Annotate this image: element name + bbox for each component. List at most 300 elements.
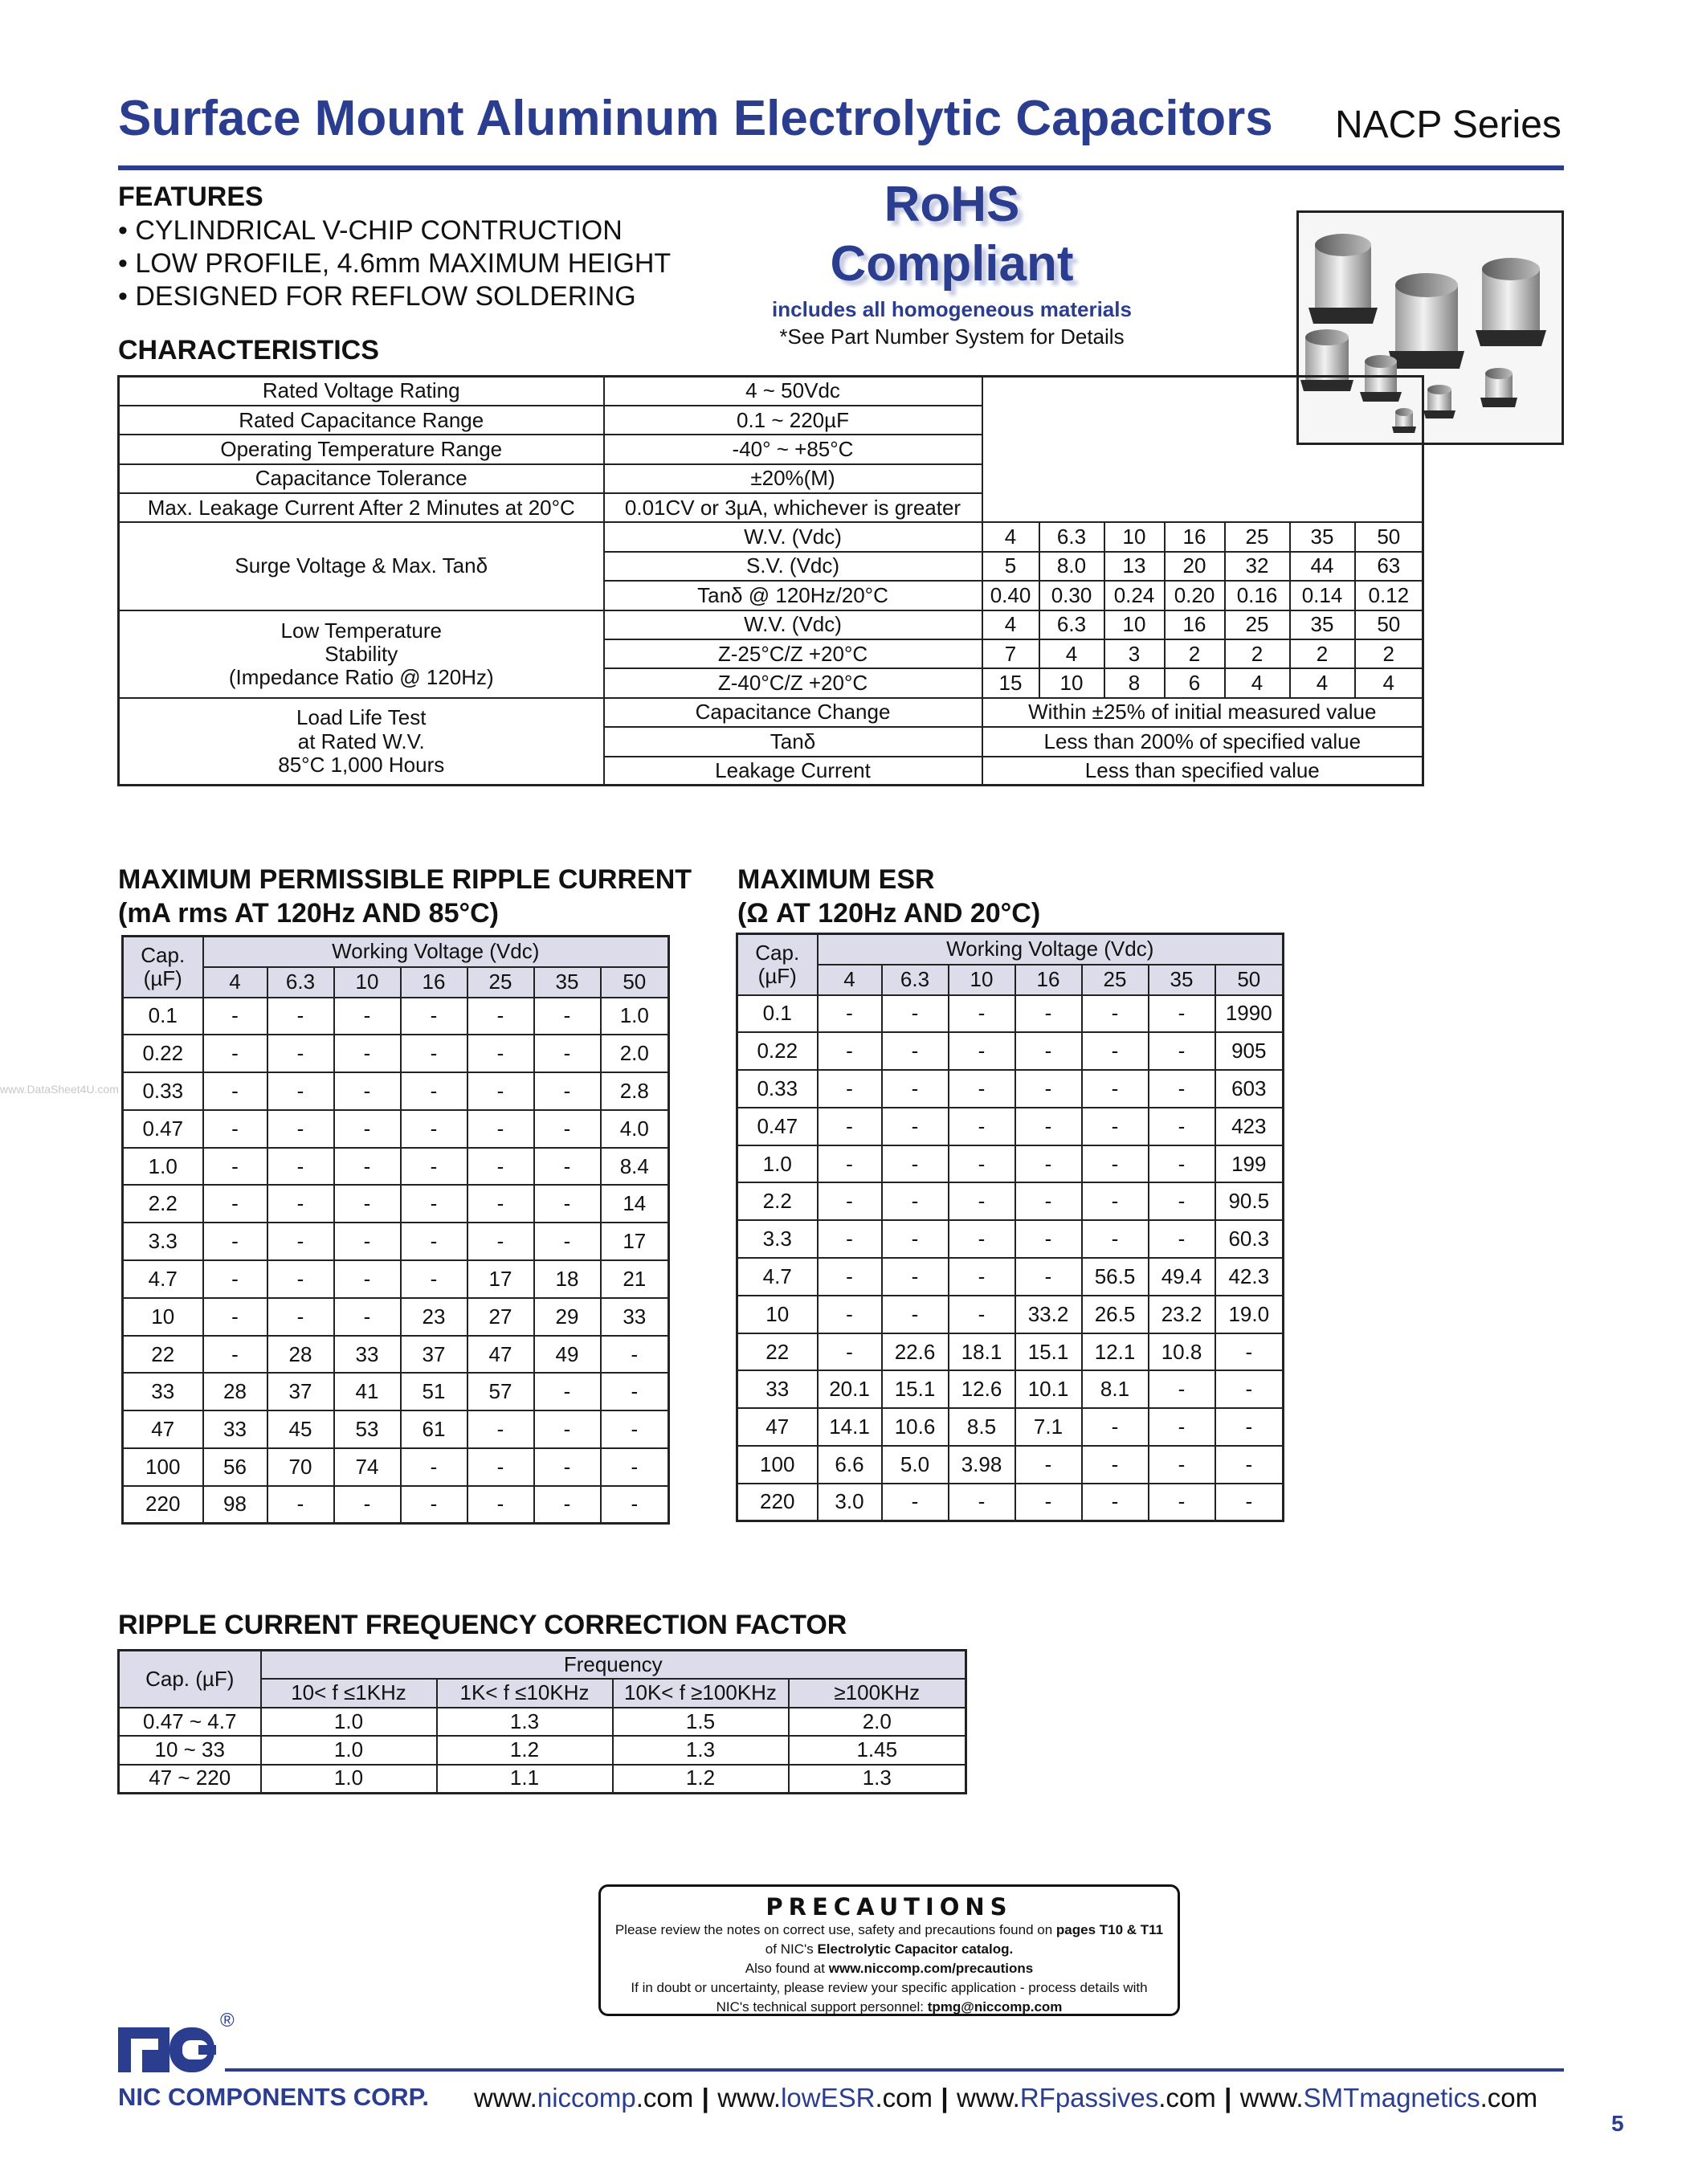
link-prefix: www. — [474, 2083, 537, 2113]
table-row — [123, 1486, 669, 1524]
table-row — [737, 1408, 1284, 1446]
cell: - — [267, 1035, 334, 1072]
cell: - — [203, 1260, 267, 1298]
table-row — [119, 610, 1423, 639]
char-label: Operating Temperature Range — [119, 435, 604, 463]
cap-header-line: (µF) — [757, 963, 797, 988]
cell: 50 — [1355, 610, 1423, 639]
cell: 29 — [534, 1298, 601, 1336]
voltage-header: 50 — [601, 967, 669, 998]
link-name: niccomp — [537, 2083, 636, 2113]
website-link-lowesr[interactable] — [717, 2083, 933, 2113]
table-row — [119, 406, 1423, 435]
cell: - — [601, 1448, 669, 1486]
cell: - — [534, 998, 601, 1035]
table-row — [123, 1223, 669, 1260]
cell: - — [818, 1032, 882, 1070]
table-row — [737, 995, 1284, 1033]
table-row — [737, 1032, 1284, 1070]
cell: - — [467, 1110, 534, 1148]
cell: 1.0 — [261, 1736, 437, 1765]
sub-label: Z-40°C/Z +20°C — [604, 668, 982, 697]
cell: 42.3 — [1215, 1258, 1284, 1296]
frequency-header: Frequency — [261, 1651, 966, 1680]
cell: 33 — [334, 1336, 401, 1374]
cap-cell: 100 — [123, 1448, 203, 1486]
table-row — [119, 377, 1423, 406]
rohs-line1: RoHS — [884, 177, 1020, 232]
cell: 6.6 — [818, 1446, 882, 1484]
cell: 905 — [1215, 1032, 1284, 1070]
cell: - — [203, 998, 267, 1035]
table-header-row — [119, 1651, 966, 1680]
cell: 1.3 — [437, 1708, 613, 1737]
voltage-header-row — [737, 965, 1284, 995]
cell: 12.1 — [1082, 1333, 1149, 1371]
cell: - — [267, 998, 334, 1035]
cell: - — [1015, 1258, 1082, 1296]
cell: 0.14 — [1290, 581, 1355, 610]
cell: - — [1149, 995, 1215, 1033]
cap-cell: 22 — [737, 1333, 818, 1371]
precautions-pages: pages T10 & T11 — [1055, 1922, 1164, 1937]
cap-cell: 0.47 — [123, 1110, 203, 1148]
precautions-box — [598, 1884, 1180, 2016]
link-separator: | — [1224, 2083, 1232, 2113]
feature-item: • DESIGNED FOR REFLOW SOLDERING — [118, 281, 636, 312]
table-row — [119, 698, 1423, 727]
cell: - — [1215, 1333, 1284, 1371]
table-row — [123, 1298, 669, 1336]
cell: 1.3 — [789, 1765, 966, 1794]
cell: - — [334, 1260, 401, 1298]
cell: - — [818, 1220, 882, 1258]
cell: - — [1215, 1408, 1284, 1446]
cell: 423 — [1215, 1108, 1284, 1145]
cell: - — [1015, 1145, 1082, 1183]
cell: 603 — [1215, 1070, 1284, 1108]
capacitor-large — [1308, 234, 1378, 324]
ripple-heading: MAXIMUM PERMISSIBLE RIPPLE CURRENT — [118, 864, 692, 895]
capacitor-small — [1423, 385, 1455, 418]
voltage-header: 6.3 — [882, 965, 949, 995]
cell: - — [949, 1182, 1015, 1220]
cell: - — [949, 1484, 1015, 1521]
cell: 2 — [1290, 639, 1355, 668]
cell: - — [334, 998, 401, 1035]
cell: - — [882, 1220, 949, 1258]
cell: 3.98 — [949, 1446, 1015, 1484]
voltage-header: 10 — [334, 967, 401, 998]
cell: 10.6 — [882, 1408, 949, 1446]
cell: 2 — [1355, 639, 1423, 668]
table-row — [737, 1296, 1284, 1333]
cap-cell: 100 — [737, 1446, 818, 1484]
cell: 1.3 — [613, 1736, 789, 1765]
cell: 25 — [1225, 522, 1290, 551]
esr-subheading: (Ω AT 120Hz AND 20°C) — [737, 898, 1041, 929]
cell: 90.5 — [1215, 1182, 1284, 1220]
cell: - — [1015, 1220, 1082, 1258]
table-row — [123, 1448, 669, 1486]
cell: 2.0 — [601, 1035, 669, 1072]
table-header-row — [737, 934, 1284, 965]
cell: - — [1082, 1220, 1149, 1258]
sub-label: S.V. (Vdc) — [604, 552, 982, 581]
cell: 20 — [1165, 552, 1225, 581]
cell: - — [1015, 1484, 1082, 1521]
cell: - — [534, 1373, 601, 1410]
cell: - — [267, 1298, 334, 1336]
cell: 8.4 — [601, 1148, 669, 1186]
cell: - — [267, 1223, 334, 1260]
cell: 12.6 — [949, 1370, 1015, 1408]
voltage-header: 35 — [1149, 965, 1215, 995]
cap-cell: 33 — [123, 1373, 203, 1410]
link-suffix: .com — [1158, 2083, 1216, 2113]
cell: - — [334, 1185, 401, 1223]
cell: 0.40 — [982, 581, 1039, 610]
table-row — [123, 1185, 669, 1223]
cell: - — [467, 1486, 534, 1524]
cell: 14 — [601, 1185, 669, 1223]
cell: - — [334, 1035, 401, 1072]
cell: 57 — [467, 1373, 534, 1410]
cell: - — [949, 1296, 1015, 1333]
characteristics-table — [117, 375, 1424, 786]
ripple-subheading: (mA rms AT 120Hz AND 85°C) — [118, 898, 499, 929]
cell: - — [1149, 1108, 1215, 1145]
cell: 33.2 — [1015, 1296, 1082, 1333]
cell: - — [818, 1070, 882, 1108]
cap-header-line: Cap. — [755, 940, 800, 965]
cell: 4 — [982, 522, 1039, 551]
voltage-header: 50 — [1215, 965, 1284, 995]
band-header: 1K< f ≤10KHz — [437, 1679, 613, 1708]
feature-item: • LOW PROFILE, 4.6mm MAXIMUM HEIGHT — [118, 248, 672, 279]
cell: 0.30 — [1039, 581, 1104, 610]
cell: - — [882, 995, 949, 1033]
cell: 32 — [1225, 552, 1290, 581]
voltage-header: 4 — [203, 967, 267, 998]
cell: - — [1215, 1446, 1284, 1484]
cell: 56 — [203, 1448, 267, 1486]
cell: 41 — [334, 1373, 401, 1410]
cell: 60.3 — [1215, 1220, 1284, 1258]
cell: 98 — [203, 1486, 267, 1524]
link-name: lowESR — [781, 2083, 876, 2113]
ripple-body — [123, 998, 669, 1524]
link-name: RFpassives — [1019, 2083, 1159, 2113]
cell: 15.1 — [1015, 1333, 1082, 1371]
cap-header: Cap. (µF) — [119, 1651, 261, 1708]
voltage-header: 16 — [1015, 965, 1082, 995]
sub-label: W.V. (Vdc) — [604, 522, 982, 551]
cell: - — [1082, 1108, 1149, 1145]
cell: 49 — [534, 1336, 601, 1374]
cell: - — [467, 1410, 534, 1448]
table-row — [123, 1410, 669, 1448]
table-row — [119, 1765, 966, 1794]
voltage-header: 6.3 — [267, 967, 334, 998]
cell: 2 — [1165, 639, 1225, 668]
table-row — [123, 1035, 669, 1072]
cell: 1.2 — [437, 1736, 613, 1765]
loadlife-value: Less than specified value — [982, 757, 1423, 786]
table-row — [737, 1333, 1284, 1371]
cell: - — [467, 1072, 534, 1110]
precautions-line — [601, 1921, 1178, 1940]
link-separator: | — [701, 2083, 709, 2113]
cell: 5 — [982, 552, 1039, 581]
lowtemp-label-line: Stability — [325, 641, 398, 666]
cell: - — [1215, 1370, 1284, 1408]
cell: - — [1082, 1446, 1149, 1484]
cell: - — [467, 1223, 534, 1260]
cell: 28 — [203, 1373, 267, 1410]
cell: - — [334, 1072, 401, 1110]
cell: - — [467, 1448, 534, 1486]
cell: - — [818, 1108, 882, 1145]
cell: - — [1149, 1446, 1215, 1484]
cell: 0.20 — [1165, 581, 1225, 610]
cell: - — [601, 1486, 669, 1524]
precautions-link[interactable]: www.niccomp.com/precautions — [828, 1961, 1034, 1976]
sub-label: Capacitance Change — [604, 698, 982, 727]
cell: - — [267, 1185, 334, 1223]
table-row — [123, 1336, 669, 1374]
cell: - — [534, 1148, 601, 1186]
cap-cell: 0.33 — [737, 1070, 818, 1108]
cell: - — [534, 1110, 601, 1148]
precautions-catalog: Electrolytic Capacitor catalog. — [817, 1941, 1014, 1957]
cell: 15.1 — [882, 1370, 949, 1408]
char-value: 4 ~ 50Vdc — [604, 377, 982, 406]
cap-header-line: (µF) — [143, 965, 182, 990]
cell: - — [1015, 1070, 1082, 1108]
precautions-title: PRECAUTIONS — [765, 1893, 1013, 1921]
cell: - — [334, 1110, 401, 1148]
cap-cell: 47 — [737, 1408, 818, 1446]
cell: 4 — [1225, 668, 1290, 697]
cell: - — [601, 1410, 669, 1448]
cell: - — [882, 1108, 949, 1145]
cell: - — [1149, 1032, 1215, 1070]
table-row — [123, 1072, 669, 1110]
sub-label: Z-25°C/Z +20°C — [604, 639, 982, 668]
table-row — [123, 1110, 669, 1148]
esr-heading: MAXIMUM ESR — [737, 864, 935, 895]
cell: 33 — [601, 1298, 669, 1336]
precautions-text: of NIC's — [765, 1941, 818, 1957]
registered-mark: ® — [220, 2010, 235, 2031]
nic-logo-icon — [118, 2015, 231, 2076]
lowtemp-label-line: Low Temperature — [280, 618, 442, 643]
cell: - — [334, 1486, 401, 1524]
cell: 47 — [467, 1336, 534, 1374]
cell: 6 — [1165, 668, 1225, 697]
cell: 4 — [1355, 668, 1423, 697]
cell: - — [818, 1258, 882, 1296]
cell: 13 — [1104, 552, 1165, 581]
cap-header-line: Cap. — [141, 942, 186, 967]
cell: - — [203, 1035, 267, 1072]
cell: - — [203, 1110, 267, 1148]
cap-cell: 0.47 ~ 4.7 — [119, 1708, 261, 1737]
link-prefix: www. — [717, 2083, 782, 2113]
cell: - — [1082, 1032, 1149, 1070]
ripple-current-table — [121, 935, 670, 1525]
cell: 4.0 — [601, 1110, 669, 1148]
cell: - — [1015, 1182, 1082, 1220]
cell: - — [882, 1258, 949, 1296]
cap-cell: 1.0 — [123, 1148, 203, 1186]
cap-header — [123, 937, 203, 998]
link-suffix: .com — [875, 2083, 933, 2113]
cap-cell: 3.3 — [123, 1223, 203, 1260]
cell: - — [401, 1110, 467, 1148]
cell: 0.16 — [1225, 581, 1290, 610]
cell: 15 — [982, 668, 1039, 697]
loadlife-label-line: Load Life Test — [296, 705, 427, 730]
cell: 8 — [1104, 668, 1165, 697]
band-header: 10< f ≤1KHz — [261, 1679, 437, 1708]
cap-cell: 33 — [737, 1370, 818, 1408]
table-row — [737, 1258, 1284, 1296]
link-name: SMTmagnetics — [1303, 2083, 1480, 2113]
cell: 10.1 — [1015, 1370, 1082, 1408]
cell: 1990 — [1215, 995, 1284, 1033]
cell: - — [334, 1298, 401, 1336]
support-email-link[interactable]: tpmg@niccomp.com — [927, 1999, 1063, 2015]
cell: 26.5 — [1082, 1296, 1149, 1333]
voltage-header: 10 — [949, 965, 1015, 995]
characteristics-heading: CHARACTERISTICS — [118, 335, 379, 365]
cell: 23 — [401, 1298, 467, 1336]
cell: - — [534, 1035, 601, 1072]
cell: - — [949, 1108, 1015, 1145]
band-header: ≥100KHz — [789, 1679, 966, 1708]
cell: - — [949, 1220, 1015, 1258]
char-value: 0.01CV or 3µA, whichever is greater — [604, 493, 982, 522]
lowtemp-label — [119, 610, 604, 698]
website-link-smtmagnetics[interactable] — [1240, 2083, 1537, 2113]
cell: 1.1 — [437, 1765, 613, 1794]
cell: - — [949, 995, 1015, 1033]
cap-cell: 0.47 — [737, 1108, 818, 1145]
cell: 1.5 — [613, 1708, 789, 1737]
table-row — [737, 1108, 1284, 1145]
voltage-header: 25 — [1082, 965, 1149, 995]
cell: - — [534, 1448, 601, 1486]
cell: - — [203, 1185, 267, 1223]
cell: - — [401, 1260, 467, 1298]
table-row — [123, 1373, 669, 1410]
cell: 16 — [1165, 522, 1225, 551]
cell: 51 — [401, 1373, 467, 1410]
cell: - — [203, 1072, 267, 1110]
table-row — [737, 1484, 1284, 1521]
cap-cell: 2.2 — [123, 1185, 203, 1223]
nic-logo — [118, 2010, 235, 2080]
cell: - — [882, 1145, 949, 1183]
website-link-niccomp[interactable] — [474, 2083, 693, 2113]
cell: - — [1149, 1370, 1215, 1408]
cell: - — [818, 1182, 882, 1220]
cell: 22.6 — [882, 1333, 949, 1371]
cell: - — [534, 1486, 601, 1524]
cell: 1.0 — [261, 1708, 437, 1737]
link-suffix: .com — [1480, 2083, 1538, 2113]
cell: 1.45 — [789, 1736, 966, 1765]
cap-cell: 0.22 — [123, 1035, 203, 1072]
table-row — [737, 1145, 1284, 1183]
cell: - — [949, 1032, 1015, 1070]
char-label: Capacitance Tolerance — [119, 464, 604, 493]
table-row — [119, 1736, 966, 1765]
cell: - — [1149, 1070, 1215, 1108]
lowtemp-label-line: (Impedance Ratio @ 120Hz) — [228, 664, 494, 689]
cell: - — [467, 1185, 534, 1223]
char-value: ±20%(M) — [604, 464, 982, 493]
cap-cell: 0.1 — [123, 998, 203, 1035]
table-header-row — [123, 937, 669, 967]
cap-cell: 0.33 — [123, 1072, 203, 1110]
cell: - — [1149, 1220, 1215, 1258]
cell: - — [882, 1484, 949, 1521]
cell: 56.5 — [1082, 1258, 1149, 1296]
link-prefix: www. — [1239, 2083, 1304, 2113]
cell: 27 — [467, 1298, 534, 1336]
sub-label: Tanδ — [604, 727, 982, 756]
cell: - — [818, 1296, 882, 1333]
cap-cell: 4.7 — [123, 1260, 203, 1298]
website-link-rfpassives[interactable] — [957, 2083, 1216, 2113]
cell: - — [882, 1296, 949, 1333]
rohs-badge — [759, 175, 1145, 322]
cell: - — [882, 1182, 949, 1220]
cell: 21 — [601, 1260, 669, 1298]
cell: - — [1015, 995, 1082, 1033]
cell: - — [401, 1185, 467, 1223]
cell: 10 — [1104, 610, 1165, 639]
footer-divider — [225, 2068, 1564, 2072]
cell: - — [534, 1410, 601, 1448]
cell: 6.3 — [1039, 522, 1104, 551]
cell: - — [818, 995, 882, 1033]
cell: 2.0 — [789, 1708, 966, 1737]
cap-cell: 220 — [737, 1484, 818, 1521]
table-row — [119, 435, 1423, 463]
esr-table — [736, 933, 1284, 1522]
cap-header — [737, 934, 818, 995]
cell: - — [1215, 1484, 1284, 1521]
cell: - — [267, 1148, 334, 1186]
cell: 4 — [982, 610, 1039, 639]
precautions-line — [601, 1998, 1178, 2017]
cell: 35 — [1290, 522, 1355, 551]
cell: - — [1015, 1032, 1082, 1070]
cell: - — [203, 1298, 267, 1336]
cap-cell: 10 — [123, 1298, 203, 1336]
cell: 1.0 — [261, 1765, 437, 1794]
cell: 74 — [334, 1448, 401, 1486]
voltage-header: 35 — [534, 967, 601, 998]
cell: - — [1015, 1108, 1082, 1145]
cap-cell: 22 — [123, 1336, 203, 1374]
feature-item: • CYLINDRICAL V-CHIP CONTRUCTION — [118, 215, 623, 246]
esr-body — [737, 995, 1284, 1521]
